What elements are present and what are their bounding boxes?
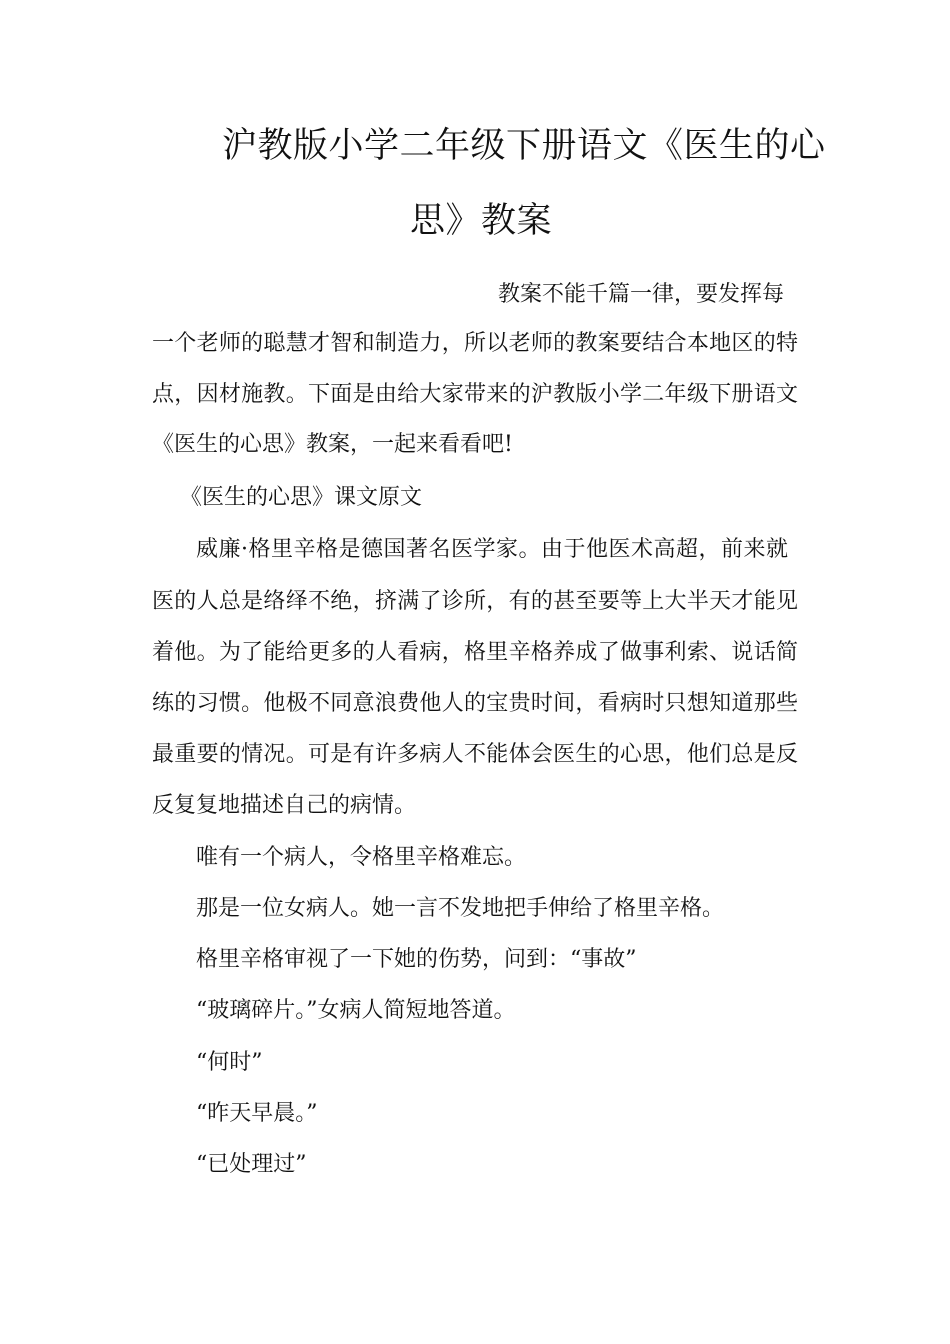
paragraph-3: 那是一位女病人。她一言不发地把手伸给了格里辛格。 (196, 896, 725, 921)
intro-line-4: 《医生的心思》教案，一起来看看吧! (152, 432, 513, 457)
paragraph-8: “已处理过” (196, 1152, 307, 1177)
intro-line-3: 点，因材施教。下面是由给大家带来的沪教版小学二年级下册语文 (152, 382, 798, 407)
intro-line-2: 一个老师的聪慧才智和制造力，所以老师的教案要结合本地区的特 (152, 331, 798, 356)
paragraph-6: “何时” (196, 1050, 263, 1075)
section-heading: 《医生的心思》课文原文 (180, 485, 423, 510)
paragraph1-line-4: 练的习惯。他极不同意浪费他人的宝贵时间，看病时只想知道那些 (152, 691, 798, 716)
document-title-line-2: 思》教案 (410, 201, 553, 241)
document-title-line-1: 沪教版小学二年级下册语文《医生的心 (222, 126, 826, 166)
paragraph-5: “玻璃碎片。”女病人简短地答道。 (196, 998, 516, 1023)
paragraph1-line-1: 威廉·格里辛格是德国著名医学家。由于他医术高超，前来就 (196, 537, 788, 562)
paragraph1-line-6: 反复复地描述自己的病情。 (152, 793, 417, 818)
paragraph1-line-3: 着他。为了能给更多的人看病，格里辛格养成了做事利索、说话简 (152, 640, 798, 665)
paragraph-4: 格里辛格审视了一下她的伤势，问到：“事故” (196, 947, 637, 972)
paragraph1-line-2: 医的人总是络绎不绝，挤满了诊所，有的甚至要等上大半天才能见 (152, 589, 798, 614)
paragraph-2: 唯有一个病人，令格里辛格难忘。 (196, 845, 527, 870)
paragraph-7: “昨天早晨。” (196, 1101, 318, 1126)
paragraph1-line-5: 最重要的情况。可是有许多病人不能体会医生的心思，他们总是反 (152, 742, 798, 767)
intro-line-1: 教案不能千篇一律，要发挥每 (498, 282, 785, 307)
